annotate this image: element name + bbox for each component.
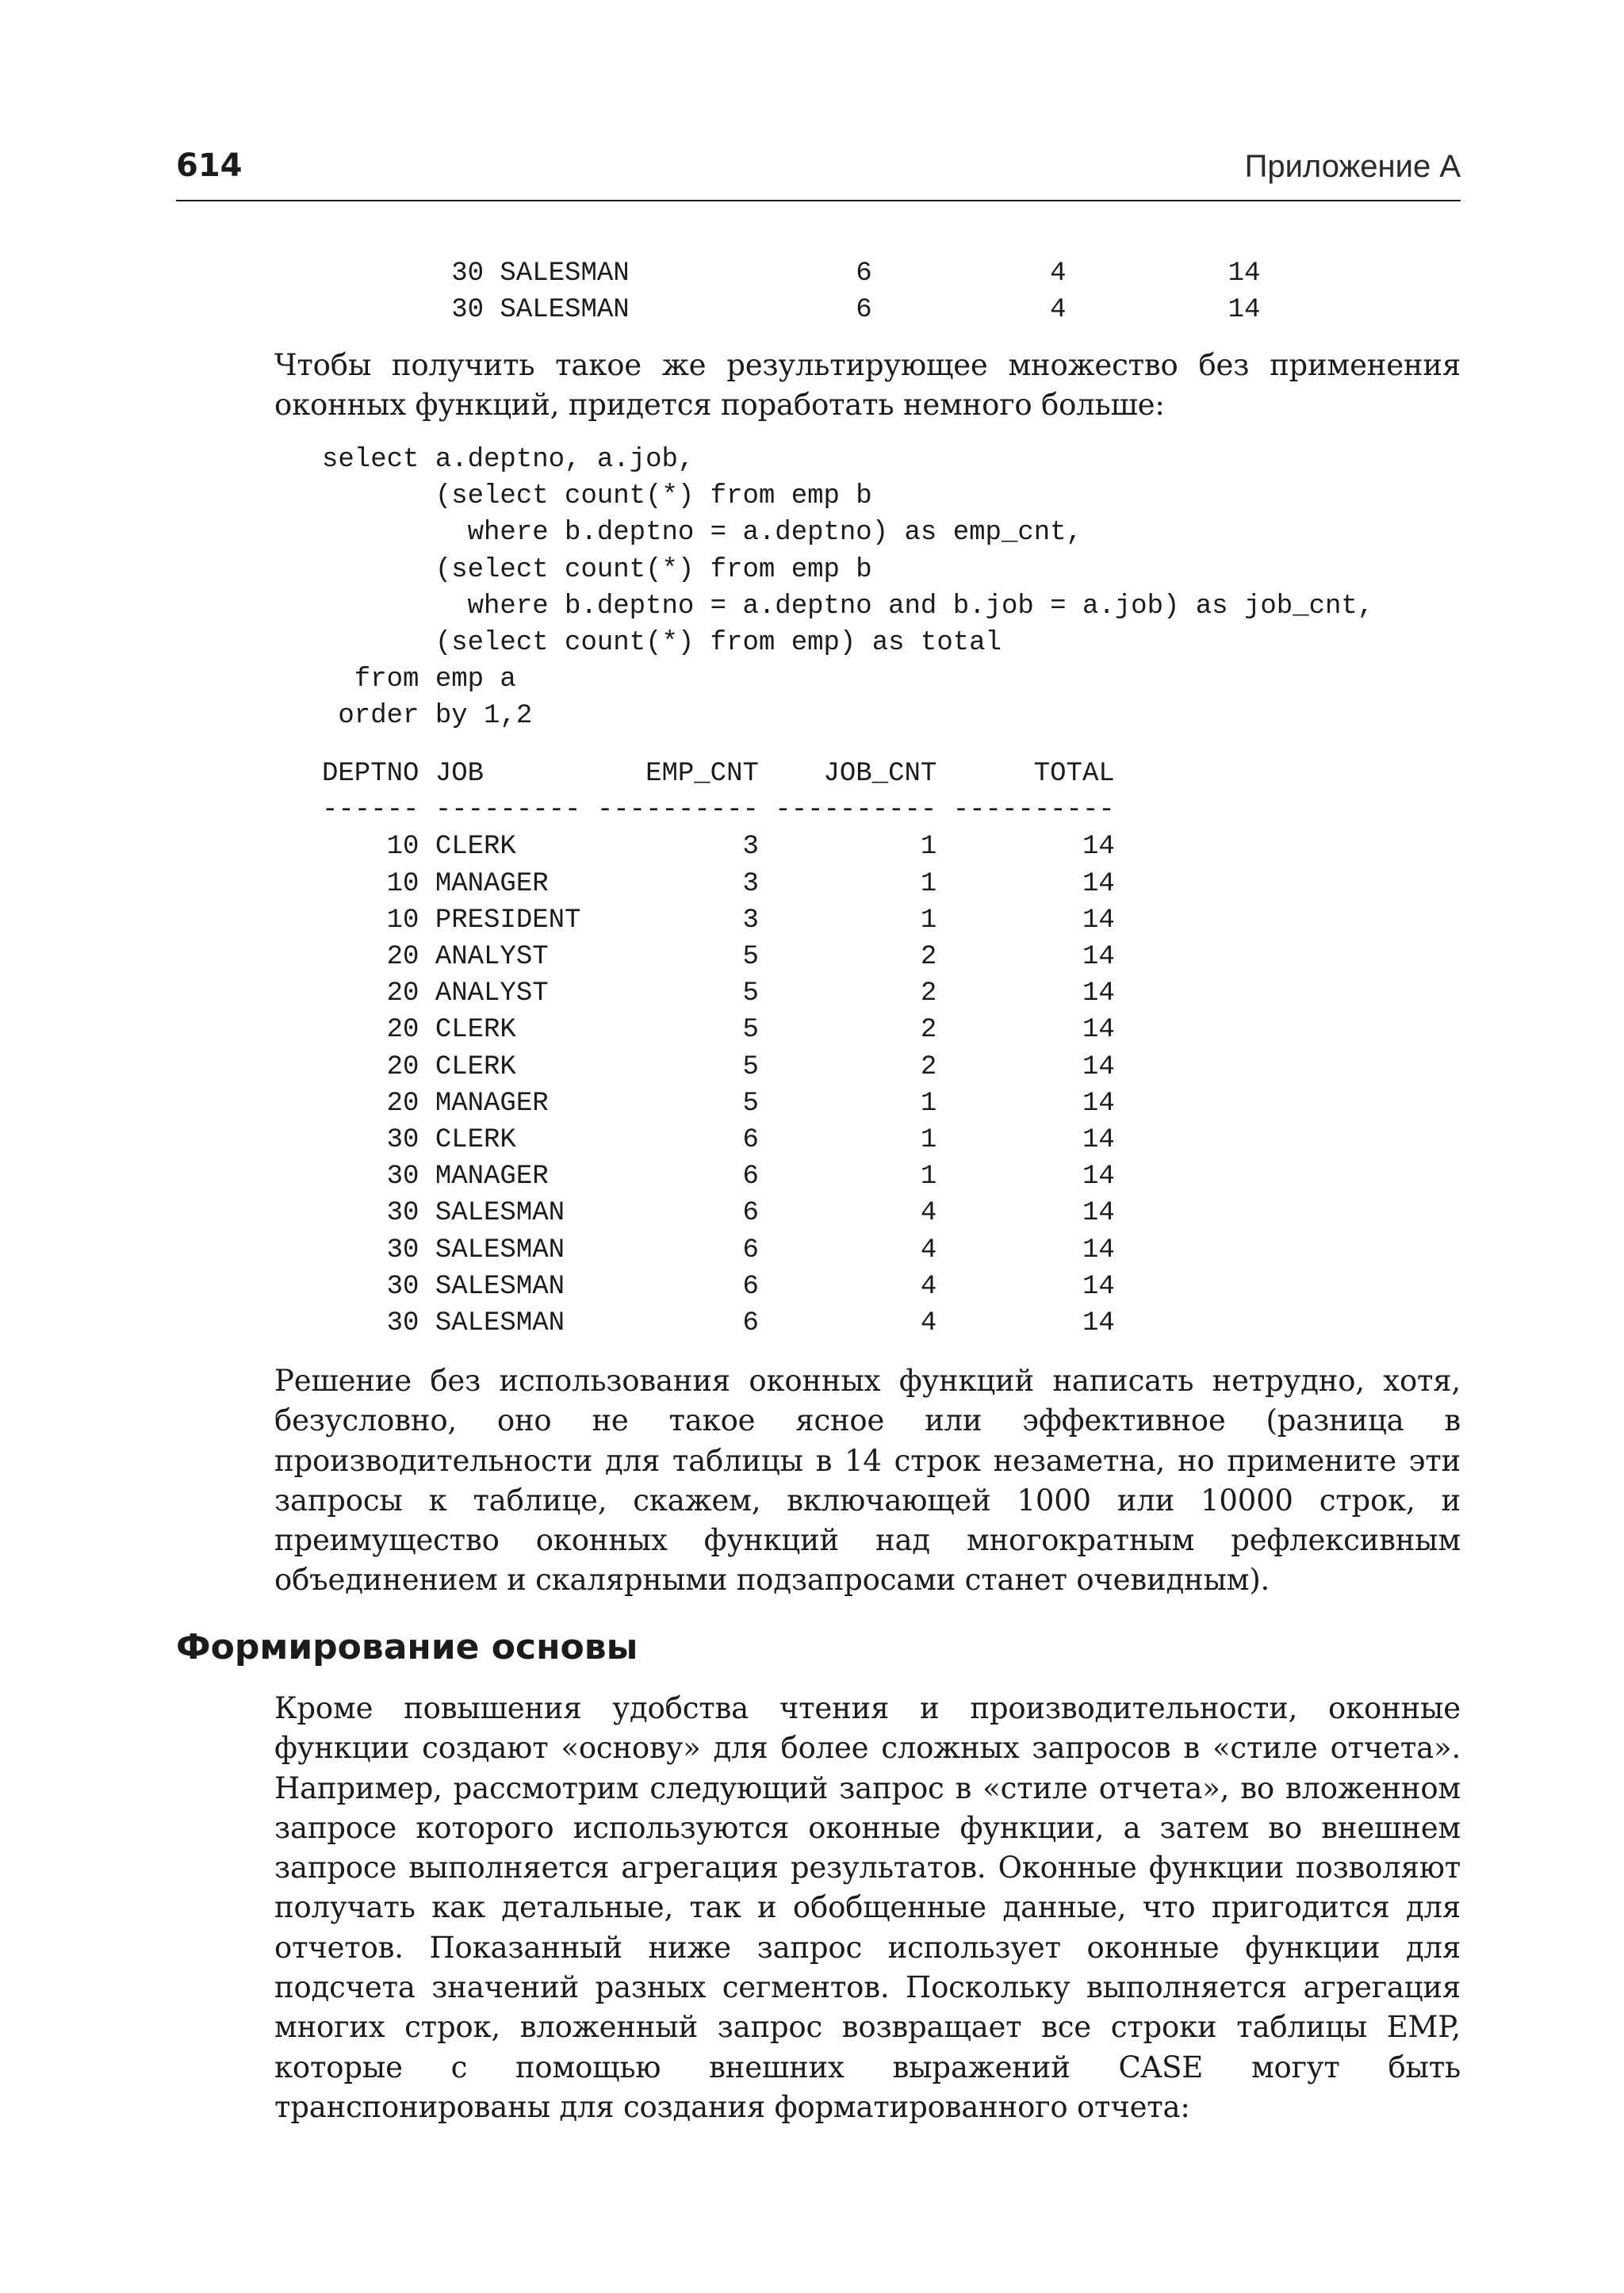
running-title: Приложение А xyxy=(1244,149,1461,184)
sql-code-block: select a.deptno, a.job, (select count(*) from emp b where b.deptno = a.deptno) as emp_cnt, (select count(*) from emp b where b.deptno = a.deptno and b.job = a.job) as job_cnt, (select count(*) from emp) as total from emp a order by 1,2 xyxy=(322,445,1374,732)
paragraph-section-body: Кроме повышения удобства чтения и производительности, оконные функции создают «основу» для более сложных запросов в «стиле отчета». Например, рассмотрим следующий запрос в «стиле отчета», во вложенном запросе которого используются оконные функции, а затем во внешнем запросе выполняется агрегация результатов. Оконные функции позволяют получать как детальные, так и обобщенные данные, что пригодится для отчетов. Показанный ниже запрос использует оконные функции для подсчета значений разных сегментов. Поскольку выполняется агрегация многих строк, вложенный запрос возвращает все строки таблицы EMP, которые с помощью внешних выражений CASE могут быть транспонированы для создания форматированного отчета: xyxy=(274,1691,1461,2124)
paragraph-solution: Решение без использования оконных функций написать нетрудно, хотя, безусловно, оно не такое ясное или эффективное (разница в производительности для таблицы в 14 строк незаметна, но примените эти запросы к таблице, скажем, включающей 1000 или 10000 строк, и преимущество оконных функций над многократным рефлексивным объединением и скалярными подзапросами станет очевидным). xyxy=(274,1364,1461,1598)
page-number: 614 xyxy=(176,147,243,184)
section-heading: Формирование основы xyxy=(176,1627,638,1667)
page-header xyxy=(176,144,1461,201)
paragraph-intro: Чтобы получить такое же результирующее множество без применения оконных функций, придется поработать немного больше: xyxy=(274,348,1461,423)
query-result-table: DEPTNO JOB EMP_CNT JOB_CNT TOTAL ------ --------- ---------- ---------- ---------- 10 CLERK 3 1 14 10 MANAGER 3 1 14 10 PRESIDENT 3 1 14 20 ANALYST 5 2 14 20 ANALYST 5 2 14 20 CLERK 5 2 14 20 CLERK 5 2 14 20 MANAGER 5 1 14 30 CLERK 6 1 14 30 MANAGER 6 1 14 30 SALESMAN 6 4 14 30 SALESMAN 6 4 14 30 SALESMAN 6 4 14 30 SALESMAN 6 4 14 xyxy=(322,759,1115,1339)
result-rows-continued: 30 SALESMAN 6 4 14 30 SALESMAN 6 4 14 xyxy=(451,258,1261,326)
